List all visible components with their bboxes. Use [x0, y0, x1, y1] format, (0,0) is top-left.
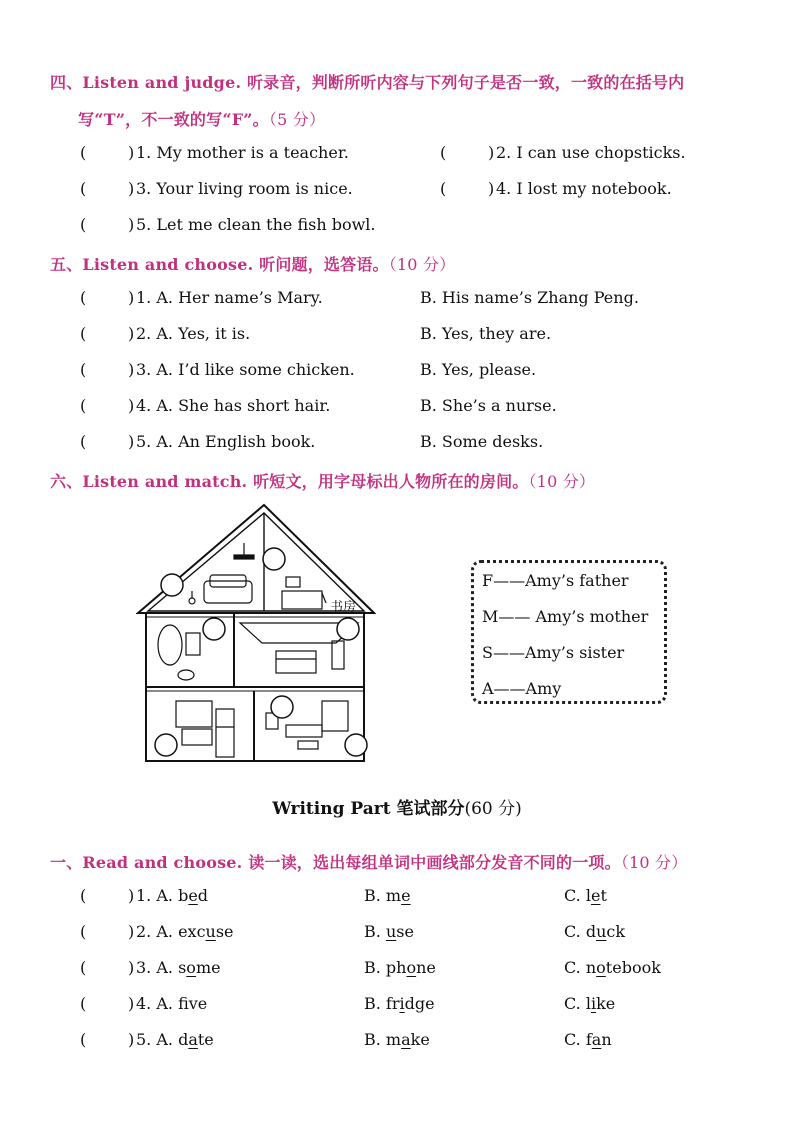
- w1-row-3-b: B. phone: [364, 958, 436, 977]
- answer-blank[interactable]: (: [80, 324, 87, 343]
- answer-circle: [203, 618, 225, 640]
- w1-row-3-c: C. notebook: [564, 958, 661, 977]
- paren-close: ): [128, 886, 135, 905]
- answer-circle: [337, 618, 359, 640]
- answer-blank[interactable]: (: [80, 958, 87, 977]
- answer-blank[interactable]: (: [80, 179, 87, 198]
- w1-row-3-a: 3. A. some: [136, 958, 221, 977]
- paren-close: ): [128, 958, 135, 977]
- stove-icon: [176, 701, 212, 727]
- answer-circle: [155, 734, 177, 756]
- s5-item-2-a: 2. A. Yes, it is.: [136, 324, 251, 343]
- writing-part-title: Writing Part 笔试部分(60 分): [272, 799, 522, 819]
- paren-close: ): [128, 143, 135, 162]
- s4-item-5: 5. Let me clean the fish bowl.: [136, 215, 376, 234]
- paren-close: ): [128, 922, 135, 941]
- s4-item-3: 3. Your living room is nice.: [136, 179, 353, 198]
- s5-item-3-b: B. Yes, please.: [420, 360, 537, 379]
- answer-circle: [263, 548, 285, 570]
- section4-title-line2: 写“T”，不一致的写“F”。（5 分）: [78, 110, 326, 129]
- legend-mother: M—— Amy’s mother: [482, 607, 649, 626]
- w1-row-4-b: B. fridge: [364, 994, 435, 1013]
- w1-row-2-a: 2. A. excuse: [136, 922, 234, 941]
- legend-father: F——Amy’s father: [482, 571, 629, 590]
- bed-icon: [276, 651, 316, 673]
- answer-circle: [345, 734, 367, 756]
- s4-item-2: 2. I can use chopsticks.: [496, 143, 686, 162]
- legend-amy: A——Amy: [482, 679, 562, 698]
- answer-blank[interactable]: (: [80, 360, 87, 379]
- w1-row-2-b: B. use: [364, 922, 414, 941]
- paren-close: ): [128, 215, 135, 234]
- w1-row-4-c: C. like: [564, 994, 616, 1013]
- desk-icon: [282, 591, 322, 609]
- s5-item-5-b: B. Some desks.: [420, 432, 544, 451]
- answer-blank[interactable]: (: [440, 143, 447, 162]
- answer-blank[interactable]: (: [80, 1030, 87, 1049]
- living-sofa-icon: [286, 725, 322, 737]
- w1-row-1-c: C. let: [564, 886, 607, 905]
- study-label: 书房: [330, 600, 357, 615]
- s5-item-4-b: B. She’s a nurse.: [420, 396, 557, 415]
- paren-close: ): [128, 288, 135, 307]
- s4-item-4: 4. I lost my notebook.: [496, 179, 672, 198]
- answer-circle: [161, 574, 183, 596]
- w1-row-5-a: 5. A. date: [136, 1030, 214, 1049]
- paren-close: ): [128, 994, 135, 1013]
- answer-blank[interactable]: (: [80, 215, 87, 234]
- answer-blank[interactable]: (: [80, 396, 87, 415]
- w1-row-1-b: B. me: [364, 886, 411, 905]
- s5-item-1-b: B. His name’s Zhang Peng.: [420, 288, 639, 307]
- s5-item-3-a: 3. A. I’d like some chicken.: [136, 360, 355, 379]
- w1-row-5-c: C. fan: [564, 1030, 612, 1049]
- sofa-icon: [204, 581, 252, 603]
- answer-circle: [271, 696, 293, 718]
- w1-title: 一、Read and choose. 读一读，选出每组单词中画线部分发音不同的一项。（10 分）: [50, 853, 688, 872]
- toilet-icon: [158, 625, 182, 665]
- legend-sister: S——Amy’s sister: [482, 643, 625, 662]
- w1-row-5-b: B. make: [364, 1030, 430, 1049]
- section4-title: 四、Listen and judge. 听录音，判断所听内容与下列句子是否一致，一致的在括号内: [50, 73, 685, 92]
- house-illustration: [136, 503, 376, 765]
- paren-close: ): [128, 1030, 135, 1049]
- answer-blank[interactable]: (: [80, 432, 87, 451]
- s5-item-2-b: B. Yes, they are.: [420, 324, 552, 343]
- paren-close: ): [128, 179, 135, 198]
- answer-blank[interactable]: (: [80, 922, 87, 941]
- answer-blank[interactable]: (: [80, 994, 87, 1013]
- s4-item-1: 1. My mother is a teacher.: [136, 143, 349, 162]
- paren-close: ): [128, 396, 135, 415]
- paren-close: ): [128, 360, 135, 379]
- s5-item-4-a: 4. A. She has short hair.: [136, 396, 331, 415]
- answer-blank[interactable]: (: [80, 143, 87, 162]
- section6-title: 六、Listen and match. 听短文，用字母标出人物所在的房间。（10 分）: [50, 472, 596, 491]
- paren-close: ): [128, 324, 135, 343]
- paren-close: ): [488, 179, 495, 198]
- s5-item-5-a: 5. A. An English book.: [136, 432, 316, 451]
- w1-row-1-a: 1. A. bed: [136, 886, 209, 905]
- w1-row-4-a: 4. A. fve: [136, 994, 208, 1013]
- paren-close: ): [488, 143, 495, 162]
- answer-blank[interactable]: (: [80, 886, 87, 905]
- answer-blank[interactable]: (: [80, 288, 87, 307]
- section5-title: 五、Listen and choose. 听问题，选答语。（10 分）: [50, 255, 456, 274]
- answer-blank[interactable]: (: [440, 179, 447, 198]
- legend-box: [471, 560, 667, 704]
- paren-close: ): [128, 432, 135, 451]
- fridge-icon: [216, 709, 234, 757]
- s5-item-1-a: 1. A. Her name’s Mary.: [136, 288, 323, 307]
- w1-row-2-c: C. duck: [564, 922, 626, 941]
